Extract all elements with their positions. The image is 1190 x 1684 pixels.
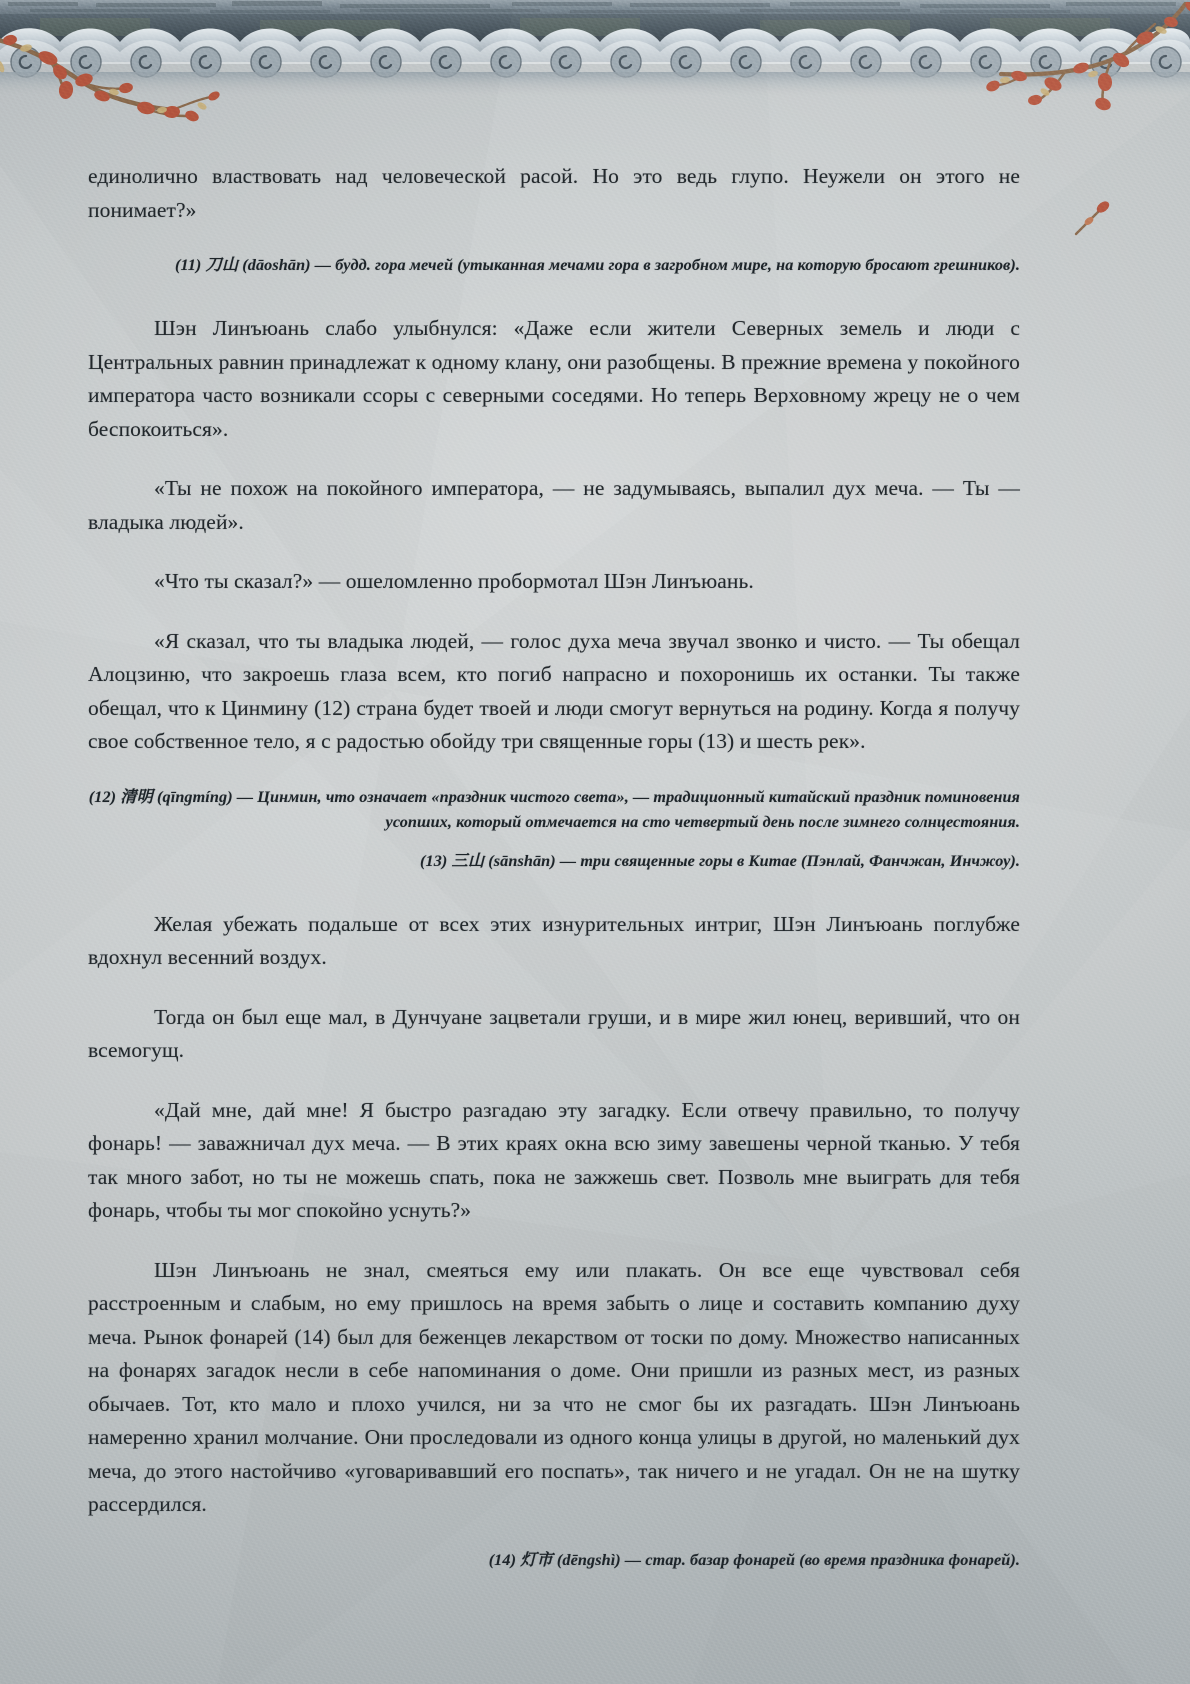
paragraph: единолично властвовать над человеческой расой. Но это ведь глупо. Неужели он этого не понимает?» xyxy=(88,164,1020,222)
plum-blossom-bud-icon xyxy=(1072,200,1112,240)
paragraph: «Дай мне, дай мне! Я быстро разгадаю эту загадку. Если отвечу правильно, то получу фонарь! — заважничал дух меча. — В этих краях окна всю зиму завешены черной тканью. У тебя так много забот, но ты не можешь спать, пока не зажжешь свет. Позволь мне выиграть для тебя фонарь, чтобы ты мог спокойно уснуть?» xyxy=(88,1097,1020,1222)
paragraph: «Ты не похож на покойного императора, — не задумываясь, выпалил дух меча. — Ты — владыка людей». xyxy=(88,476,1020,534)
chinese-roof-eave-icon xyxy=(0,0,1190,96)
paragraph: «Я сказал, что ты владыка людей, — голос духа меча звучал звонко и чисто. — Ты обещал Алоцзиню, что закроешь глаза всем, кто погиб напрасно и похоронишь их останки. Ты также обещал, что к Цинмину (12) страна будет твоей и люди смогут вернуться на родину. Когда я получу свое собственное тело, я с радостью обойду три священные горы (13) и шесть рек». xyxy=(88,628,1020,753)
paragraph: Шэн Линъюань не знал, смеяться ему или плакать. Он все еще чувствовал себя расстроенным и слабым, но ему пришлось на время забыть о лице и составить компанию духу меча. Рынок фонарей (14) был для беженцев лекарством от тоски по дому. Множество написанных на фонарях загадок несли в себе напоминания о доме. Они пришли из разных мест, из разных обычаев. Тот, кто мало и плохо учился, ни за что не смог бы их разгадать. Шэн Линъюань намеренно хранил молчание. Они проследовали из одного конца улицы в другой, но маленький дух меча, до этого настойчиво «уговаривавший его поспать», так ничего и не угадал. Он не на шутку рассердился. xyxy=(88,1257,1020,1516)
footnote-11: (11) 刀山 (dāoshān) — будд. гора мечей (утыканная мечами гора в загробном мире, на которую бросают грешников). xyxy=(174,256,1020,274)
paragraph: «Что ты сказал?» — ошеломленно пробормотал Шэн Линъюань. xyxy=(154,569,754,593)
footnote-14: (14) 灯市 (dēngshì) — стар. базар фонарей (во время праздника фонарей). xyxy=(488,1550,1020,1569)
footnote-12: (12) 清明 (qīngmíng) — Цинмин, что означает «праздник чистого света», — традиционный китайский праздник поминовения усопших, который отмечается на сто четвертый день после зимнего солнцестояния. xyxy=(88,787,1020,831)
footnote-13: (13) 三山 (sānshān) — три священные горы в Китае (Пэнлай, Фанчжан, Инчжоу). xyxy=(420,851,1020,870)
paragraph: Желая убежать подальше от всех этих изнурительных интриг, Шэн Линъюань поглубже вдохнул весенний воздух. xyxy=(88,911,1020,969)
paragraph: Тогда он был еще мал, в Дунчуане зацветали груши, и в мире жил юнец, веривший, что он всемогущ. xyxy=(88,1004,1020,1062)
text-column xyxy=(88,160,1020,1573)
paragraph: Шэн Линъюань слабо улыбнулся: «Даже если жители Северных земель и люди с Центральных равнин принадлежат к одному клану, они разобщены. В прежние времена у покойного императора часто возникали ссоры с северными соседями. Но теперь Верховному жрецу не о чем беспокоиться». xyxy=(88,316,1020,441)
